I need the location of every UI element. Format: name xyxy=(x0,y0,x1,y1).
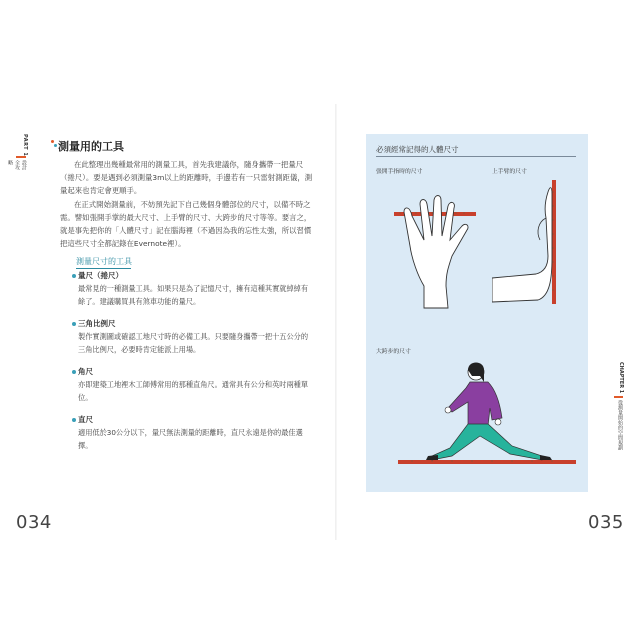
tool-name-tape: 量尺（捲尺） xyxy=(78,271,123,280)
panel-title-rule xyxy=(376,156,576,157)
tool-desc-scale: 製作實測圖或確認工地尺寸時的必備工具。只要隨身攜帶一把十五公分的三角比例尺，必要時肯定能派上用場。 xyxy=(78,332,309,354)
panel-title: 必須經常記得的人體尺寸 xyxy=(376,145,459,154)
subsection-title: 測量尺寸的工具 xyxy=(76,257,132,266)
tool-bullet-icon xyxy=(72,322,76,326)
chapter-title-label: 從測量開始的空間規劃 xyxy=(617,400,623,450)
tool-bullet-icon xyxy=(72,418,76,422)
upper-arm-illustration xyxy=(492,178,582,308)
paragraph-2: 在正式開始測量前，不妨預先記下自己幾個身體部位的尺寸，以備不時之需。譬如張開手掌的最大尺寸、上手臂的尺寸、大跨步的尺寸等等。要言之，就是事先把你的「人體尺寸」記在腦海裡（不過因為我的忘性太強，所以習慣把這些尺寸全都記錄在Evernote裡）。 xyxy=(60,200,312,248)
tool-desc-tape: 最常見的一種測量工具。如果只是為了記憶尺寸，擁有這種其實就綽綽有餘了。建議購買具有煞車功能的量尺。 xyxy=(78,284,309,306)
caption-hand: 張開手指時的尺寸 xyxy=(376,169,423,175)
open-hand-illustration xyxy=(390,190,480,310)
chapter-number-label: CHAPTER 1 xyxy=(618,362,624,394)
tool-name-ruler: 直尺 xyxy=(78,415,93,424)
tool-desc-ruler: 適用低於30公分以下，量尺無法測量的距離時，直尺永遠是你的最佳選擇。 xyxy=(78,428,303,450)
chapter-label: 設計全攻略 xyxy=(7,160,27,170)
page-number-left: 034 xyxy=(16,512,52,533)
book-spread xyxy=(7,104,624,540)
caption-arm: 上手臂的尺寸 xyxy=(492,169,527,175)
tool-desc-square: 亦即建築工地裡木工師傅常用的那種直角尺。通常具有公分和英吋兩種單位。 xyxy=(78,380,309,402)
left-margin-tab xyxy=(7,134,28,174)
stride-illustration xyxy=(392,356,582,486)
tool-bullet-icon xyxy=(72,274,76,278)
tool-name-square: 角尺 xyxy=(78,367,93,376)
title-bullet-icon xyxy=(51,140,57,150)
book-gutter xyxy=(335,104,337,540)
part-label: PART 1 xyxy=(22,134,28,157)
body-dimensions-panel xyxy=(366,134,588,492)
paragraph-1: 在此整理出幾種最常用的測量工具，首先我建議你，隨身攜帶一把量尺（捲尺）。要是遇到必須測量3m以上的距離時，手邊若有一只雷射測距儀，測量起來也肯定會更順手。 xyxy=(60,160,313,195)
tool-name-scale: 三角比例尺 xyxy=(78,319,116,328)
tool-bullet-icon xyxy=(72,370,76,374)
right-margin-tab xyxy=(614,362,624,452)
subsection-underline xyxy=(76,268,131,269)
page-number-right: 035 xyxy=(588,512,624,533)
tab-accent-bar xyxy=(16,156,26,158)
caption-stride: 大跨步的尺寸 xyxy=(376,349,411,355)
section-title: 測量用的工具 xyxy=(58,140,124,153)
tab-accent-bar xyxy=(614,396,623,398)
